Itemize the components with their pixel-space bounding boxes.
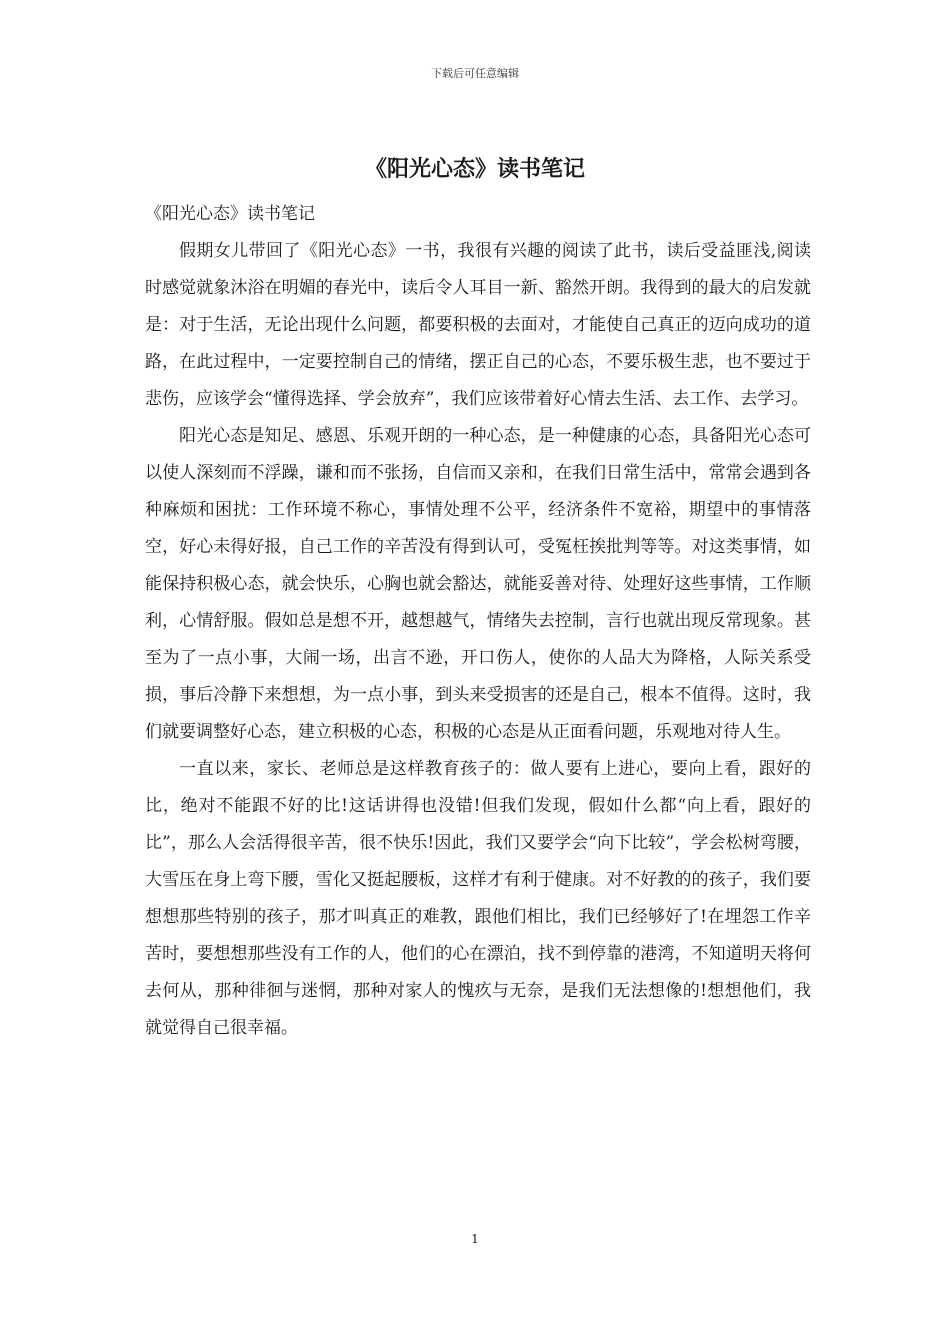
document-title: 《阳光心态》读书笔记 [364,156,585,182]
paragraph-3: 一直以来，家长、老师总是这样教育孩子的：做人要有上进心，要向上看，跟好的比，绝对不能跟不好的比!这话讲得也没错!但我们发现，假如什么都“向上看，跟好的比”，那么人会活得很辛苦，很不快乐!因此，我们又要学会“向下比较”，学会松树弯腰，大雪压在身上弯下腰，雪化又挺起腰板，这样才有利于健康。对不好教的的孩子，我们要想想那些特别的孩子，那才叫真正的难教，跟他们相比，我们已经够好了!在埋怨工作辛苦时，要想想那些没有工作的人，他们的心在漂泊，找不到停靠的港湾，不知道明天将何去何从，那种徘徊与迷惘，那种对家人的愧疚与无奈，是我们无法想像的!想想他们，我就觉得自己很幸福。 [145,759,811,1038]
paragraph-2: 阳光心态是知足、感恩、乐观开朗的一种心态，是一种健康的心态，具备阳光心态可以使人深刻而不浮躁，谦和而不张扬，自信而又亲和，在我们日常生活中，常常会遇到各种麻烦和困扰：工作环境不称心，事情处理不公平，经济条件不宽裕，期望中的事情落空，好心未得好报，自己工作的辛苦没有得到认可，受冤枉挨批判等等。对这类事情，如能保持积极心态，就会快乐，心胸也就会豁达，就能妥善对待、处理好这些事情，工作顺利，心情舒服。假如总是想不开，越想越气，情绪失去控制，言行也就出现反常现象。甚至为了一点小事，大闹一场，出言不逊，开口伤人，使你的人品大为降格，人际关系受损，事后冷静下来想想，为一点小事，到头来受损害的还是自己，根本不值得。这时，我们就要调整好心态，建立积极的心态，积极的心态是从正面看问题，乐观地对待人生。 [145,426,811,742]
page-number: 1 [471,1232,479,1246]
paragraph-1: 假期女儿带回了《阳光心态》一书，我很有兴趣的阅读了此书，读后受益匪浅,阅读时感觉就象沐浴在明媚的春光中，读后令人耳目一新、豁然开朗。我得到的最大的启发就是：对于生活，无论出现什么问题，都要积极的去面对，才能使自己真正的迈向成功的道路，在此过程中，一定要控制自己的情绪，摆正自己的心态，不要乐极生悲，也不要过于悲伤，应该学会“懂得选择、学会放弃”，我们应该带着好心情去生活、去工作、去学习。 [145,241,811,409]
header-note: 下载后可任意编辑 [431,67,519,80]
document-body [145,196,811,1047]
document-subtitle: 《阳光心态》读书笔记 [145,204,315,224]
